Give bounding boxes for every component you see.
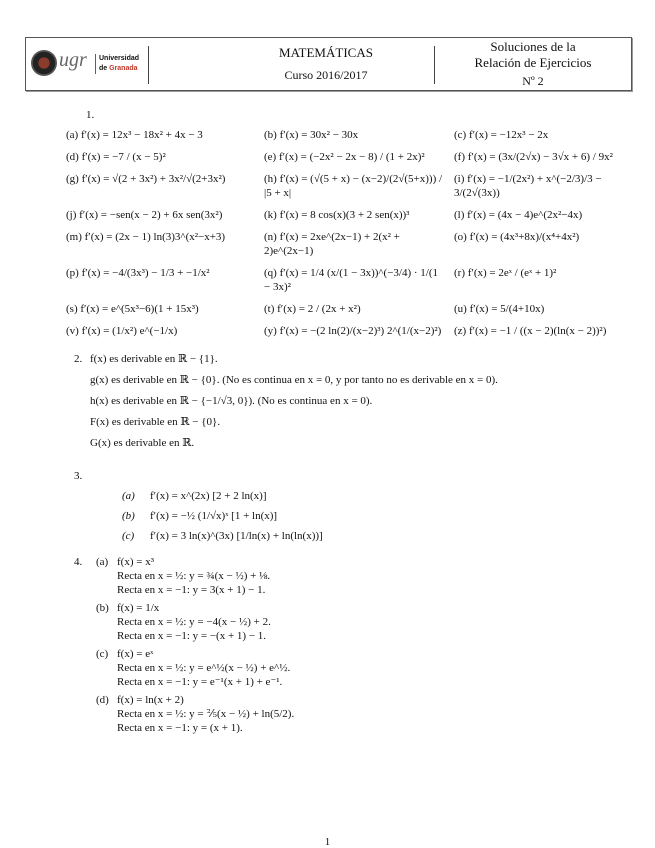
exercise-4 <box>74 555 632 739</box>
item-label: (j) <box>66 209 77 221</box>
solutions-line1: Soluciones de la <box>490 39 576 54</box>
item-label: (a) <box>66 129 79 141</box>
item-label: (s) <box>66 303 78 315</box>
tangent-line: Recta en x = ½: y = e^½(x − ½) + e^½. <box>117 662 291 674</box>
item-label: (c) <box>96 648 109 660</box>
derivative-item <box>454 324 632 338</box>
derivative-item <box>454 128 632 142</box>
exercise-3-items <box>122 489 632 543</box>
derivative-formula: f′(x) = e^(5x³−6)(1 + 15x³) <box>80 303 199 315</box>
exercise-3-label: 3. <box>74 470 83 482</box>
item-label: (b) <box>264 129 277 141</box>
course-year: Curso 2016/2017 <box>284 68 368 82</box>
derivative-formula: f′(x) = √(2 + 3x²) + 3x²/√(2+3x²) <box>81 173 226 185</box>
derivative-item <box>66 150 264 164</box>
exercise-4-items <box>96 555 294 739</box>
derivative-formula: f′(x) = 8 cos(x)(3 + 2 sen(x))³ <box>279 209 410 221</box>
derivability-statement: h(x) es derivable en ℝ − {−1/√3, 0}). (No es continua en x = 0). <box>90 395 373 407</box>
derivative-item <box>454 230 632 258</box>
item-label: (n) <box>264 231 277 243</box>
derivative-formula: f′(x) = 30x² − 30x <box>279 129 359 141</box>
derivative-item <box>454 172 632 200</box>
tangent-item <box>96 647 294 689</box>
derivative-item <box>454 150 632 164</box>
derivability-statement: g(x) es derivable en ℝ − {0}. (No es continua en x = 0, y por tanto no es derivable en x = 0). <box>90 374 498 386</box>
logo-de: de <box>99 65 108 72</box>
exercise-2-lines <box>90 352 498 457</box>
item-label: (i) <box>454 173 465 185</box>
item-label: (b) <box>96 602 109 614</box>
tangent-line: Recta en x = −1: y = (x + 1). <box>117 722 243 734</box>
function-definition: f(x) = ln(x + 2) <box>117 694 184 706</box>
derivative-formula: f′(x) = 5/(4+10x) <box>469 303 545 315</box>
derivative-formula: f′(x) = (4x − 4)e^(2x²−4x) <box>467 209 583 221</box>
derivative-item <box>264 230 454 258</box>
item-label: (u) <box>454 303 467 315</box>
function-definition: f(x) = eˣ <box>117 648 154 660</box>
derivative-formula: f′(x) = 12x³ − 18x² + 4x − 3 <box>80 129 203 141</box>
derivative-formula: f′(x) = −½ (1/√x)ˣ [1 + ln(x)] <box>150 510 278 522</box>
item-label: (r) <box>454 267 465 279</box>
divider <box>434 46 435 84</box>
derivative-item <box>122 509 632 523</box>
tangent-item <box>96 555 294 597</box>
derivative-formula: f′(x) = −(2 ln(2)/(x−2)³) 2^(1/(x−2)²) <box>279 325 442 337</box>
exercise-4-label: 4. <box>74 556 83 568</box>
derivative-item <box>264 302 454 316</box>
exercise-1-label: 1. <box>86 109 95 121</box>
item-label: (f) <box>454 151 465 163</box>
derivative-formula: f′(x) = (4x³+8x)/(x⁴+4x²) <box>469 231 580 243</box>
item-label: (c) <box>122 530 135 542</box>
tangent-line: Recta en x = −1: y = e⁻¹(x + 1) + e⁻¹. <box>117 676 283 688</box>
derivative-item <box>264 208 454 222</box>
derivative-formula: f′(x) = 3 ln(x)^(3x) [1/ln(x) + ln(ln(x))] <box>150 530 323 542</box>
derivative-formula: f′(x) = −1 / ((x − 2)(ln(x − 2))²) <box>468 325 607 337</box>
exercise-2 <box>74 352 632 457</box>
derivative-formula: f′(x) = 2xe^(2x−1) + 2(x² + 2)e^(2x−1) <box>264 231 400 257</box>
tangent-item <box>96 693 294 735</box>
subject-title: MATEMÁTICAS <box>279 45 373 60</box>
item-label: (a) <box>122 490 135 502</box>
derivative-formula: f′(x) = (3x/(2√x) − 3√x + 6) / 9x² <box>467 151 613 163</box>
seal-icon <box>31 50 57 76</box>
divider <box>148 46 149 84</box>
derivative-formula: f′(x) = x^(2x) [2 + 2 ln(x)] <box>150 490 267 502</box>
tangent-line: Recta en x = ½: y = ⅖(x − ½) + ln(5/2). <box>117 708 295 720</box>
function-definition: f(x) = x³ <box>117 556 154 568</box>
page-number: 1 <box>324 836 331 848</box>
derivative-formula: f′(x) = −4/(3x³) − 1/3 + −1/x² <box>81 267 210 279</box>
item-label: (y) <box>264 325 277 337</box>
derivative-item <box>66 324 264 338</box>
derivative-item <box>454 266 632 294</box>
function-row <box>96 693 294 707</box>
derivative-item <box>454 208 632 222</box>
function-definition: f(x) = 1/x <box>117 602 160 614</box>
item-label: (v) <box>66 325 79 337</box>
derivability-statement: G(x) es derivable en ℝ. <box>90 437 195 449</box>
derivative-formula: f′(x) = 1/4 (x/(1 − 3x))^(−3/4) · 1/(1 − 3x)² <box>264 267 439 293</box>
item-label: (d) <box>66 151 79 163</box>
derivative-item <box>122 529 632 543</box>
derivative-formula: f′(x) = −sen(x − 2) + 6x sen(3x²) <box>79 209 223 221</box>
relation-number: Nº 2 <box>522 74 544 88</box>
logo-university-name <box>95 54 139 74</box>
item-label: (t) <box>264 303 275 315</box>
derivative-item <box>264 324 454 338</box>
logo-ugr: ugr <box>59 49 87 71</box>
item-label: (e) <box>264 151 277 163</box>
derivative-formula: f′(x) = 2eˣ / (eˣ + 1)² <box>467 267 557 279</box>
derivative-item <box>454 302 632 316</box>
derivability-statement: F(x) es derivable en ℝ − {0}. <box>90 416 221 428</box>
item-label: (z) <box>454 325 467 337</box>
item-label: (q) <box>264 267 277 279</box>
derivative-formula: f′(x) = −12x³ − 2x <box>468 129 549 141</box>
item-label: (h) <box>264 173 277 185</box>
university-logo <box>31 48 143 80</box>
derivative-formula: f′(x) = (−2x² − 2x − 8) / (1 + 2x)² <box>278 151 425 163</box>
item-label: (a) <box>96 556 109 568</box>
item-label: (m) <box>66 231 82 243</box>
item-label: (o) <box>454 231 467 243</box>
exercise-1-grid <box>66 128 632 338</box>
item-label: (g) <box>66 173 79 185</box>
item-label: (p) <box>66 267 79 279</box>
solutions-title <box>438 39 628 71</box>
derivability-statement: f(x) es derivable en ℝ − {1}. <box>90 353 218 365</box>
derivative-item <box>66 128 264 142</box>
item-label: (d) <box>96 694 109 706</box>
derivative-formula: f′(x) = (√(5 + x) − (x−2)/(2√(5+x))) / |5 + x| <box>264 173 443 199</box>
derivative-formula: f′(x) = −1/(2x²) + x^(−2/3)/3 − 3/(2√(3x)) <box>454 173 602 199</box>
function-row <box>96 555 294 569</box>
derivative-item <box>66 172 264 200</box>
derivative-item <box>264 128 454 142</box>
derivative-formula: f′(x) = 2 / (2x + x²) <box>277 303 361 315</box>
function-row <box>96 647 294 661</box>
tangent-line: Recta en x = −1: y = −(x + 1) − 1. <box>117 630 267 642</box>
derivative-formula: f′(x) = (2x − 1) ln(3)3^(x²−x+3) <box>84 231 226 243</box>
derivative-item <box>66 208 264 222</box>
item-label: (k) <box>264 209 277 221</box>
logo-granada-line <box>99 64 139 74</box>
item-label: (b) <box>122 510 135 522</box>
tangent-item <box>96 601 294 643</box>
function-row <box>96 601 294 615</box>
solutions-line2: Relación de Ejercicios <box>474 55 592 70</box>
tangent-line: Recta en x = −1: y = 3(x + 1) − 1. <box>117 584 266 596</box>
derivative-item <box>66 230 264 258</box>
header-box <box>25 37 632 91</box>
tangent-line: Recta en x = ½: y = ¾(x − ½) + ⅛. <box>117 570 271 582</box>
logo-uni: Universidad <box>99 55 140 62</box>
derivative-item <box>66 302 264 316</box>
derivative-item <box>122 489 632 503</box>
tangent-line: Recta en x = ½: y = −4(x − ½) + 2. <box>117 616 271 628</box>
derivative-item <box>66 266 264 294</box>
derivative-item <box>264 266 454 294</box>
derivative-formula: f′(x) = −7 / (x − 5)² <box>81 151 166 163</box>
logo-granada: Granada <box>109 65 138 72</box>
item-label: (l) <box>454 209 465 221</box>
derivative-formula: f′(x) = (1/x²) e^(−1/x) <box>81 325 178 337</box>
derivative-item <box>264 150 454 164</box>
item-label: (c) <box>454 129 467 141</box>
derivative-item <box>264 172 454 200</box>
document-body <box>66 108 632 739</box>
exercise-2-label: 2. <box>74 353 83 365</box>
